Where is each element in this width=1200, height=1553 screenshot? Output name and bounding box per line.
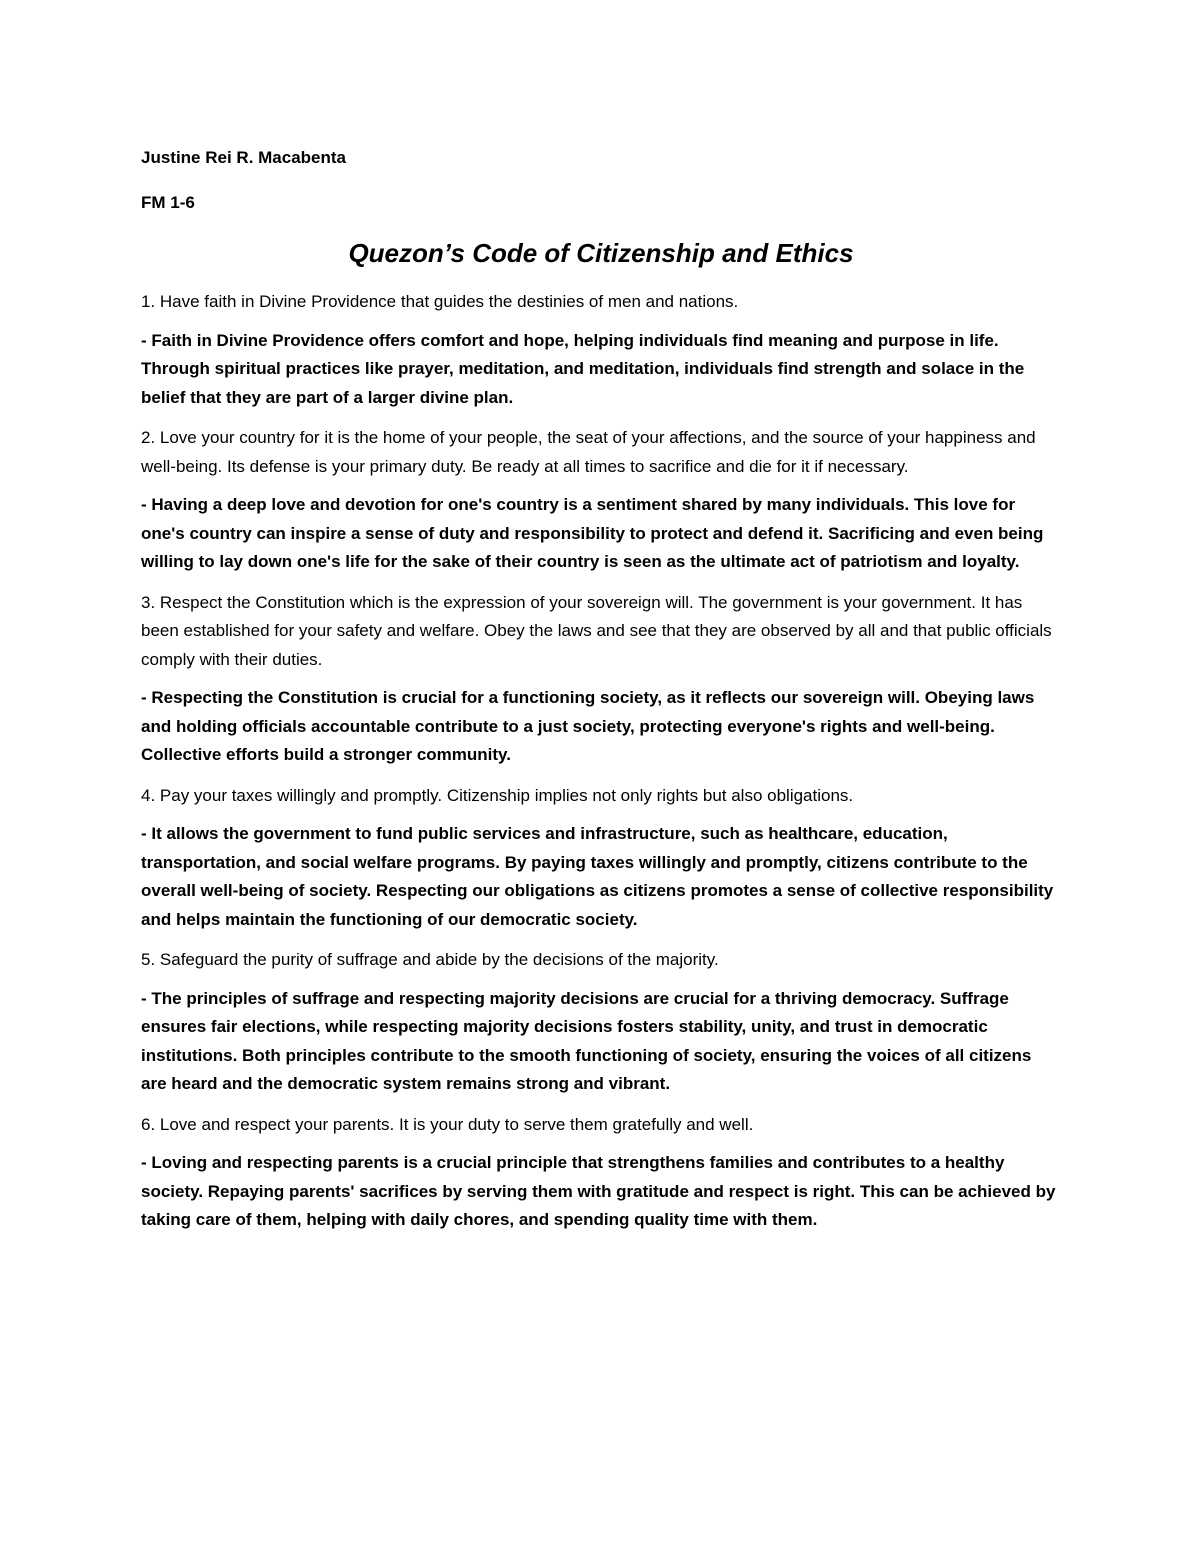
reflection-text: - The principles of suffrage and respecting majority decisions are crucial for a thriving democracy. Suffrage ensures fair elections, while respecting majority decisions fosters stability, unity, and trust in democratic institutions. Both principles contribute to the smooth functioning of society, ensuring the voices of all citizens are heard and the democratic system remains strong and vibrant. [141, 988, 1032, 1093]
principle-text: 1. Have faith in Divine Providence that guides the destinies of men and nations. [141, 292, 739, 311]
code-item-5 [141, 946, 1061, 1099]
course-code: FM 1-6 [141, 193, 195, 212]
code-item-4 [141, 782, 1061, 935]
document-body [141, 144, 1061, 1247]
code-item-2 [141, 424, 1061, 577]
principle-text: 2. Love your country for it is the home of your people, the seat of your affections, and the source of your happiness and well-being. Its defense is your primary duty. Be ready at all times to sacrifice and die for it if necessary. [141, 428, 1036, 476]
principle-text: 5. Safeguard the purity of suffrage and abide by the decisions of the majority. [141, 950, 719, 969]
code-item-1 [141, 288, 1061, 412]
document-title: Quezon’s Code of Citizenship and Ethics [348, 238, 854, 268]
principle-text: 6. Love and respect your parents. It is your duty to serve them gratefully and well. [141, 1114, 754, 1134]
reflection-text: - Loving and respecting parents is a crucial principle that strengthens families and contributes to a healthy society. Repaying parents' sacrifices by serving them with gratitude and respect is right. This can be achieved by taking care of them, helping with daily chores, and spending quality time with them. [141, 1153, 1056, 1229]
code-item-3 [141, 589, 1061, 770]
code-item-6 [141, 1111, 1061, 1235]
reflection-text: - Having a deep love and devotion for one's country is a sentiment shared by many individuals. This love for one's country can inspire a sense of duty and responsibility to protect and defend it. Sacrificing and even being willing to lay down one's life for the sake of their country is seen as the ultimate act of patriotism and loyalty. [141, 495, 1044, 571]
reflection-text: - Respecting the Constitution is crucial for a functioning society, as it reflects our sovereign will. Obeying laws and holding officials accountable contribute to a just society, protecting everyone's rights and well-being. Collective efforts build a stronger community. [141, 688, 1035, 764]
principle-text: 4. Pay your taxes willingly and promptly. Citizenship implies not only rights but also obligations. [141, 785, 854, 805]
reflection-text: - It allows the government to fund public services and infrastructure, such as healthcare, education, transportation, and social welfare programs. By paying taxes willingly and promptly, citizens contribute to the overall well-being of society. Respecting our obligations as citizens promotes a sense of collective responsibility and helps maintain the functioning of our democratic society. [141, 824, 1054, 929]
author-name: Justine Rei R. Macabenta [141, 148, 347, 167]
reflection-text: - Faith in Divine Providence offers comfort and hope, helping individuals find meaning and purpose in life. Through spiritual practices like prayer, meditation, and meditation, individuals find strength and solace in the belief that they are part of a larger divine plan. [141, 330, 1025, 407]
principle-text: 3. Respect the Constitution which is the expression of your sovereign will. The government is your government. It has been established for your safety and welfare. Obey the laws and see that they are observed by all and that public officials comply with their duties. [141, 592, 1052, 669]
